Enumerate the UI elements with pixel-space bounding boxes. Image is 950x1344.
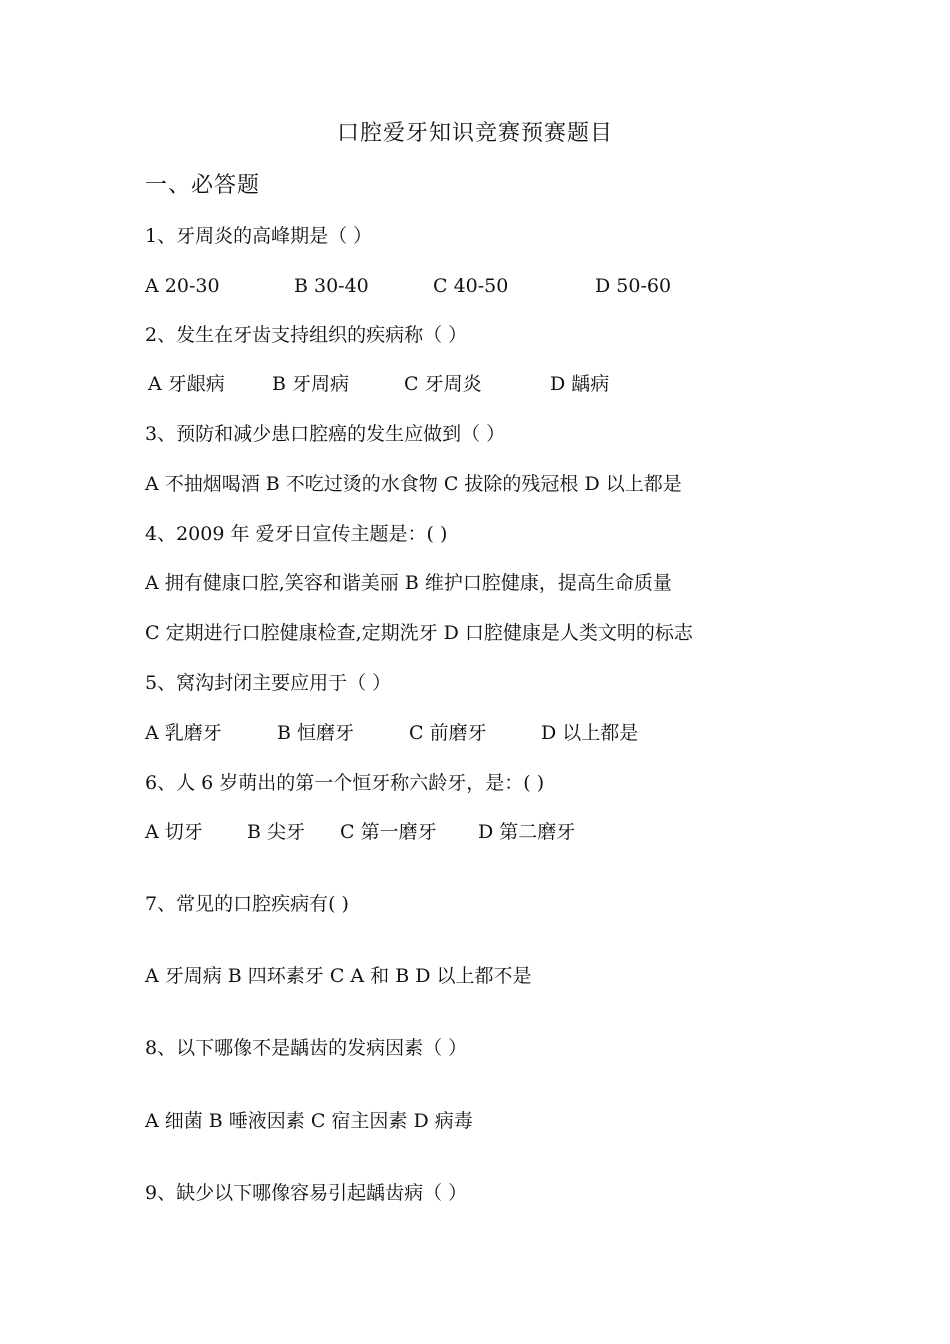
question-4-options-line-2: C 定期进行口腔健康检查,定期洗牙 D 口腔健康是人类文明的标志 bbox=[145, 622, 693, 644]
question-3-options: A 不抽烟喝酒 B 不吃过烫的水食物 C 拔除的残冠根 D 以上都是 bbox=[145, 473, 682, 495]
option-a: A 乳磨牙 bbox=[145, 722, 222, 744]
question-8: 8、以下哪像不是龋齿的发病因素（ ） bbox=[145, 1037, 468, 1059]
question-5-options bbox=[145, 719, 845, 747]
question-6: 6、人 6 岁萌出的第一个恒牙称六龄牙，是：( ) bbox=[145, 772, 545, 794]
document-title: 口腔爱牙知识竞赛预赛题目 bbox=[336, 121, 613, 146]
option-b: B 牙周病 bbox=[272, 373, 350, 395]
question-3: 3、预防和减少患口腔癌的发生应做到（ ） bbox=[145, 423, 506, 445]
option-a: A 20-30 bbox=[145, 275, 220, 297]
option-a: A 牙龈病 bbox=[148, 373, 225, 395]
option-d: D 50-60 bbox=[595, 275, 672, 297]
option-b: B 尖牙 bbox=[247, 821, 306, 843]
question-6-options bbox=[145, 818, 845, 846]
option-b: B 恒磨牙 bbox=[277, 722, 355, 744]
question-8-options: A 细菌 B 唾液因素 C 宿主因素 D 病毒 bbox=[145, 1110, 473, 1132]
question-7: 7、常见的口腔疾病有( ) bbox=[145, 893, 349, 915]
question-1: 1、牙周炎的高峰期是（ ） bbox=[145, 225, 373, 247]
option-a: A 切牙 bbox=[145, 821, 203, 843]
question-4-options-line-1: A 拥有健康口腔,笑容和谐美丽 B 维护口腔健康，提高生命质量 bbox=[145, 572, 672, 594]
option-b: B 30-40 bbox=[294, 275, 369, 297]
section-heading: 一、必答题 bbox=[145, 173, 261, 198]
option-d: D 第二磨牙 bbox=[478, 821, 576, 843]
question-1-options bbox=[145, 272, 845, 300]
question-2-options bbox=[145, 370, 845, 398]
option-c: C 牙周炎 bbox=[404, 373, 482, 395]
question-7-options: A 牙周病 B 四环素牙 C A 和 B D 以上都不是 bbox=[145, 965, 532, 987]
question-2: 2、发生在牙齿支持组织的疾病称（ ） bbox=[145, 324, 468, 346]
option-d: D 以上都是 bbox=[541, 722, 639, 744]
question-4: 4、2009 年 爱牙日宣传主题是：( ) bbox=[145, 523, 448, 545]
option-d: D 龋病 bbox=[550, 373, 610, 395]
question-9: 9、缺少以下哪像容易引起龋齿病（ ） bbox=[145, 1182, 468, 1204]
option-c: C 40-50 bbox=[433, 275, 509, 297]
option-c: C 前磨牙 bbox=[409, 722, 487, 744]
option-c: C 第一磨牙 bbox=[340, 821, 437, 843]
question-5: 5、窝沟封闭主要应用于（ ） bbox=[145, 672, 392, 694]
